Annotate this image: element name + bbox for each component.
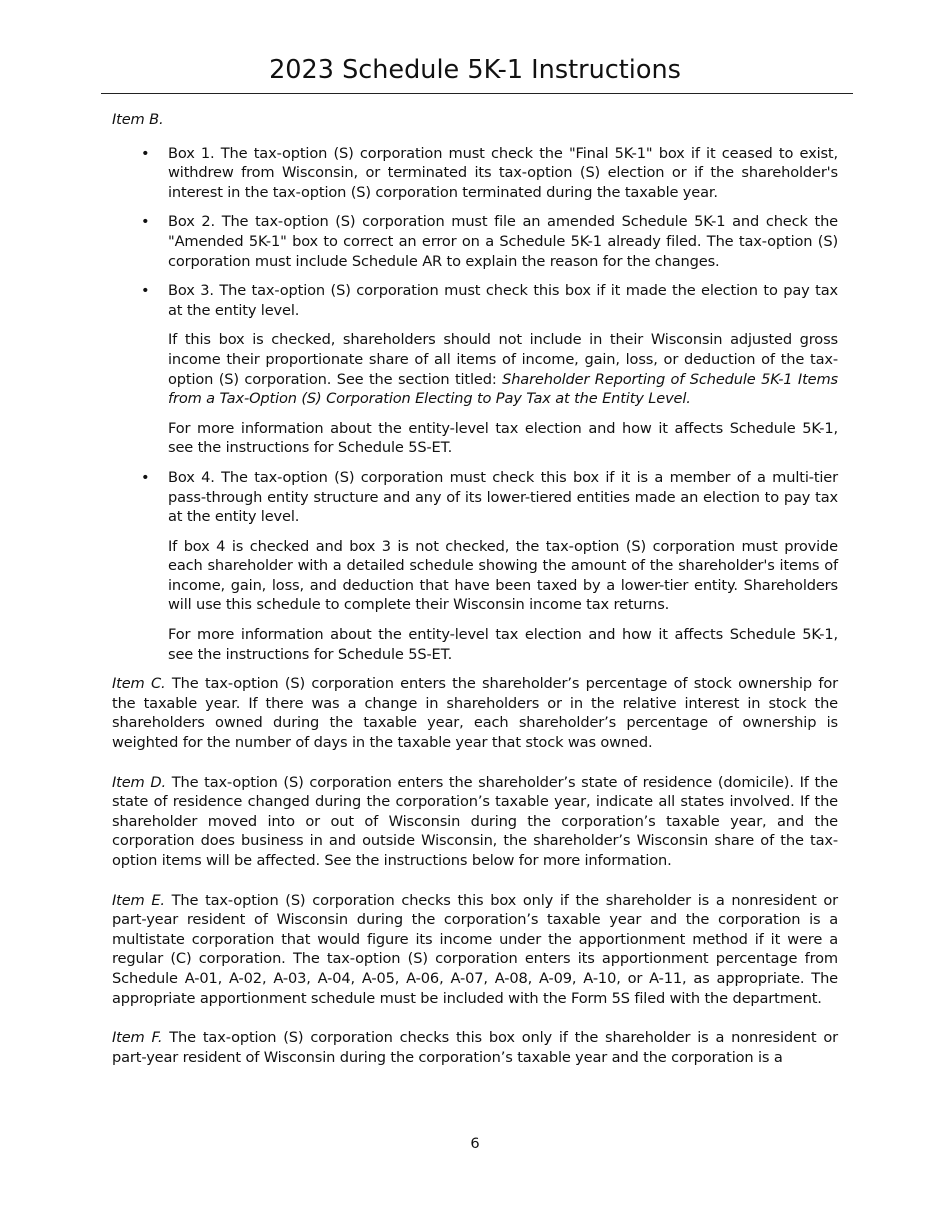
item-b-label: Item B. [112,111,164,128]
item-c-text: The tax-option (S) corporation enters the shareholder’s percentage of stock ownership for the taxable year. If there was a change in shareholders or in the relative interest in stock the shareholders owned during the taxable year, each shareholder’s percentage of ownership is weighted for the number of days in the taxable year that stock was owned. [112,675,838,752]
box-3-more-info: For more information about the entity-level tax election and how it affects Schedule 5K-1, see the instructions for Schedule 5S-ET. [168,419,838,457]
item-b-heading [112,110,838,130]
box-1-item [141,144,838,203]
bullet-icon: • [141,144,150,162]
item-c-label: Item C. [112,675,166,693]
box-2-text: Box 2. The tax-option (S) corporation must file an amended Schedule 5K-1 and check the "Amended 5K-1" box to correct an error on a Schedule 5K-1 already filed. The tax-option (S) corporation must include Schedule AR to explain the reason for the changes. [168,213,838,270]
box-3-detail [168,330,838,408]
box-3-text: Box 3. The tax-option (S) corporation must check this box if it made the election to pay tax at the entity level. [168,282,838,319]
item-e-paragraph [112,891,838,1009]
page-title: 2023 Schedule 5K-1 Instructions [269,55,681,85]
instructions-body [112,110,838,1087]
bullet-icon: • [141,282,150,300]
section-reference: Shareholder Reporting of Schedule 5K-1 Items from a Tax-Option (S) Corporation Electing to Pay Tax at the Entity Level. [168,370,838,408]
item-e-label: Item E. [112,891,165,909]
box-4-item [141,468,838,664]
box-2-item [141,212,838,271]
item-f-text: The tax-option (S) corporation checks this box only if the shareholder is a nonresident or part-year resident of Wisconsin during the corporation’s taxable year and the corporation is a [112,1029,838,1066]
item-b-box-list [112,144,838,665]
box-4-detail: If box 4 is checked and box 3 is not checked, the tax-option (S) corporation must provide each shareholder with a detailed schedule showing the amount of the shareholder's items of income, gain, loss, and deduction that have been taxed by a lower-tier entity. Shareholders will use this schedule to complete their Wisconsin income tax returns. [168,537,838,614]
item-e-text: The tax-option (S) corporation checks this box only if the shareholder is a nonresident or part-year resident of Wisconsin during the corporation’s taxable year and the corporation is a multistate corporation that would figure its income under the apportionment method if it were a regular (C) corporation. The tax-option (S) corporation enters its apportionment percentage from Schedule A-01, A-02, A-03, A-04, A-05, A-06, A-07, A-08, A-09, A-10, or A-11, as appropriate. The appropriate apportionment schedule must be included with the Form 5S filed with the department. [112,891,839,1007]
header-rule [101,93,853,94]
page-number: 6 [470,1135,480,1152]
item-f-label: Item F. [112,1029,163,1047]
box-3-detail-text: If this box is checked, shareholders should not include in their Wisconsin adjusted gross income their proportionate share of all items of income, gain, loss, or deduction of the tax-option (S) corporation. See the section titled: [168,331,838,388]
box-4-more-info: For more information about the entity-level tax election and how it affects Schedule 5K-1, see the instructions for Schedule 5S-ET. [168,626,838,663]
box-4-text: Box 4. The tax-option (S) corporation must check this box if it is a member of a multi-tier pass-through entity structure and any of its lower-tiered entities made an election to pay tax at the entity level. [168,468,838,526]
item-d-paragraph [112,773,838,871]
item-f-paragraph [112,1028,838,1067]
box-1-text: Box 1. The tax-option (S) corporation must check the "Final 5K-1" box if it ceased to exist, withdrew from Wisconsin, or terminated its tax-option (S) election or if the shareholder's interest in the tax-option (S) corporation terminated during the taxable year. [168,144,838,201]
item-d-text: The tax-option (S) corporation enters the shareholder’s state of residence (domicile). If the state of residence changed during the corporation’s taxable year, indicate all states involved. If the shareholder moved into or out of Wisconsin during the corporation’s taxable year, and the corporation does business in and outside Wisconsin, the shareholder’s Wisconsin share of the tax-option items will be affected. See the instructions below for more information. [112,773,838,869]
item-c-paragraph [112,674,838,752]
bullet-icon: • [141,468,150,486]
bullet-icon: • [141,213,150,231]
item-d-label: Item D. [112,773,166,791]
box-3-item [141,281,838,458]
